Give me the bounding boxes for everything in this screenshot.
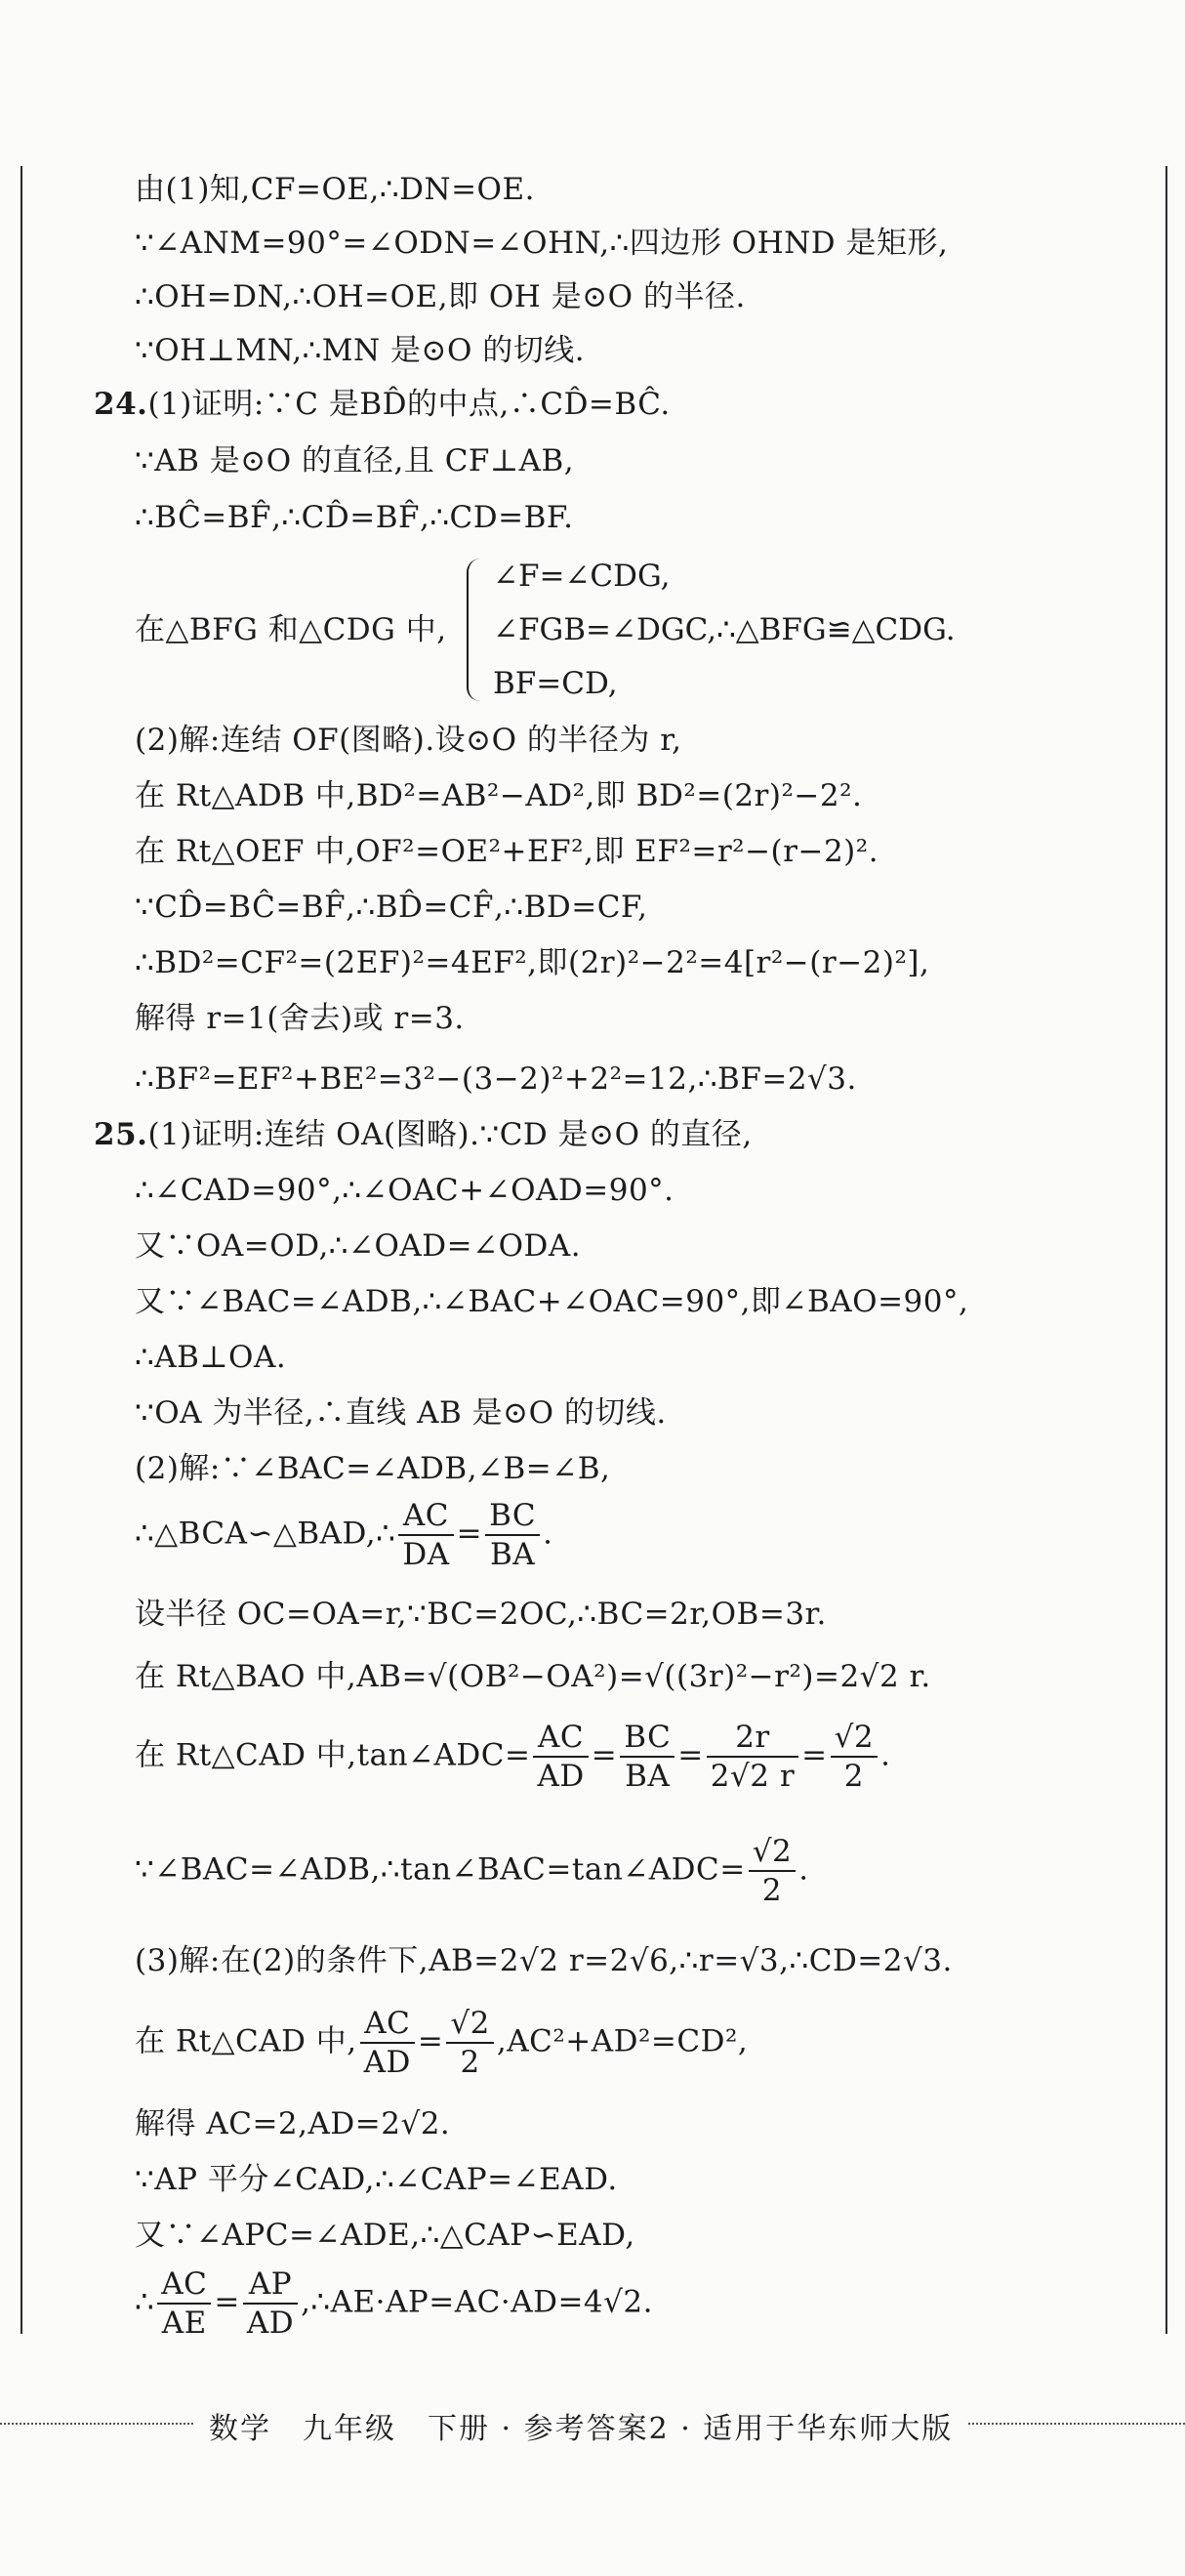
solution-line: 在 Rt△ADB 中,BD²=AB²−AD²,即 BD²=(2r)²−2².: [135, 778, 863, 813]
question-25-line: [94, 1115, 753, 1154]
denominator: 2√2 r: [710, 1759, 796, 1794]
solution-line: ∵AB 是⊙O 的直径,且 CF⊥AB,: [135, 443, 575, 478]
system-line-3: BF=CD,: [493, 666, 618, 701]
denominator: AE: [161, 2306, 207, 2341]
solution-text: (1)证明:∵C 是BD̂的中点,∴CD̂=BĈ.: [147, 387, 671, 422]
system-line-2: ∠FGB=∠DGC,∴△BFG≌△CDG.: [493, 612, 956, 647]
denominator: BA: [490, 1537, 536, 1572]
question-24-line: [94, 385, 671, 424]
denominator: BA: [625, 1759, 671, 1794]
solution-text: .: [880, 1737, 891, 1773]
solution-line: ∴∠CAD=90°,∴∠OAC+∠OAD=90°.: [135, 1173, 674, 1208]
solution-line: ∴BĈ=BF̂,∴CD̂=BF̂,∴CD=BF.: [135, 500, 574, 535]
solution-line-with-fraction: [135, 1833, 809, 1909]
numerator: BC: [485, 1497, 540, 1536]
solution-text: 在 Rt△CAD 中,: [135, 2023, 357, 2059]
numerator: BC: [620, 1719, 674, 1758]
solution-line: 解得 r=1(舍去)或 r=3.: [135, 1001, 465, 1036]
fraction: [157, 2265, 211, 2342]
fraction: [620, 1719, 674, 1795]
question-number-24: 24.: [94, 387, 148, 422]
solution-text: ∴△BCA∽△BAD,∴: [135, 1516, 396, 1552]
solution-line: ∵AP 平分∠CAD,∴∠CAP=∠EAD.: [135, 2162, 618, 2197]
numerator: √2: [831, 1719, 878, 1758]
denominator: 2: [761, 1873, 783, 1908]
system-brace: [467, 559, 486, 701]
fraction: [533, 1719, 588, 1795]
solution-line: 解得 AC=2,AD=2√2.: [135, 2106, 451, 2141]
solution-line: 由(1)知,CF=OE,∴DN=OE.: [135, 172, 535, 207]
solution-text: ∵∠BAC=∠ADB,∴tan∠BAC=tan∠ADC=: [135, 1851, 746, 1888]
fraction: [749, 1833, 796, 1909]
solution-line: ∵∠ANM=90°=∠ODN=∠OHN,∴四边形 OHND 是矩形,: [135, 226, 949, 261]
numerator: AC: [360, 2005, 415, 2044]
fraction: [398, 1497, 453, 1573]
solution-text: ,∴AE·AP=AC·AD=4√2.: [301, 2284, 653, 2320]
fraction: [831, 1719, 878, 1795]
solution-line-with-fraction: 在 Rt△CAD 中, $\frac{AC}{AD}$ = $\frac{√2}{2}$ ,AC²+AD²=CD²,: [135, 2006, 749, 2080]
numerator: AC: [398, 1497, 453, 1536]
solution-text: .: [798, 1851, 809, 1888]
question-number-25: 25.: [94, 1117, 148, 1152]
fraction: [485, 1497, 540, 1573]
solution-line: ∵OA 为半径,∴直线 AB 是⊙O 的切线.: [135, 1395, 667, 1431]
solution-line: 又∵OA=OD,∴∠OAD=∠ODA.: [135, 1228, 582, 1264]
fraction: [360, 2005, 415, 2081]
left-margin-rule: [20, 166, 22, 2334]
solution-line-with-fraction: [135, 1497, 553, 1573]
solution-line-with-fraction: ∴ $\frac{AC}{AE}$ = $\frac{AP}{AD}$ ,∴AE·AP=AC·AD=4√2.: [135, 2266, 653, 2341]
solution-line: 在△BFG 和△CDG 中,: [135, 612, 447, 647]
solution-text: 在 Rt△CAD 中,tan∠ADC=: [135, 1737, 531, 1773]
solution-line: ∴BD²=CF²=(2EF)²=4EF²,即(2r)²−2²=4[r²−(r−2)²],: [135, 945, 930, 980]
solution-line: 设半径 OC=OA=r,∵BC=2OC,∴BC=2r,OB=3r.: [135, 1597, 827, 1632]
numerator: AC: [533, 1719, 588, 1758]
solution-line: ∵OH⊥MN,∴MN 是⊙O 的切线.: [135, 333, 586, 368]
solution-line: (2)解:∵∠BAC=∠ADB,∠B=∠B,: [135, 1451, 611, 1486]
solution-line: 在 Rt△OEF 中,OF²=OE²+EF²,即 EF²=r²−(r−2)².: [135, 834, 879, 869]
solution-line: ∴OH=DN,∴OH=OE,即 OH 是⊙O 的半径.: [135, 279, 746, 314]
numerator: AC: [157, 2265, 211, 2305]
denominator: AD: [246, 2306, 295, 2341]
page-footer: 数学 九年级 下册 · 参考答案2 · 适用于华东师大版: [195, 2410, 966, 2449]
solution-text: ,AC²+AD²=CD²,: [496, 2023, 749, 2059]
solution-text: .: [543, 1516, 553, 1552]
denominator: AD: [363, 2045, 411, 2080]
equals-sign: =: [456, 1516, 483, 1552]
denominator: 2: [843, 1759, 864, 1794]
system-line-1: ∠F=∠CDG,: [493, 559, 671, 594]
solution-line: ∴AB⊥OA.: [135, 1340, 287, 1375]
right-margin-rule: [1165, 166, 1167, 2334]
solution-line-with-fraction: 在 Rt△CAD 中,tan∠ADC= $\frac{AC}{AD}$ = $\frac{BC}{BA}$ = $\frac{2r}{2√2 r}$ = $\frac{√2}{2}$ .: [135, 1720, 891, 1794]
numerator: 2r: [707, 1719, 798, 1758]
numerator: √2: [749, 1833, 796, 1872]
fraction: [707, 1719, 798, 1795]
solution-line: 又∵∠APC=∠ADE,∴△CAP∽EAD,: [135, 2218, 635, 2253]
denominator: DA: [402, 1537, 450, 1572]
solution-line: ∴BF²=EF²+BE²=3²−(3−2)²+2²=12,∴BF=2√3.: [135, 1061, 857, 1097]
denominator: 2: [460, 2045, 480, 2080]
solution-line: 在 Rt△BAO 中,AB=√(OB²−OA²)=√((3r)²−r²)=2√2 r.: [135, 1659, 931, 1694]
solution-line: ∵CD̂=BĈ=BF̂,∴BD̂=CF̂,∴BD=CF,: [135, 890, 648, 925]
solution-text: ∴: [135, 2284, 155, 2320]
fraction: [446, 2005, 493, 2081]
solution-line: (3)解:在(2)的条件下,AB=2√2 r=2√6,∴r=√3,∴CD=2√3.: [135, 1943, 953, 1978]
denominator: AD: [537, 1759, 585, 1794]
solution-line: (2)解:连结 OF(图略).设⊙O 的半径为 r,: [135, 723, 682, 758]
numerator: √2: [446, 2005, 493, 2044]
solution-line: 又∵∠BAC=∠ADB,∴∠BAC+∠OAC=90°,即∠BAO=90°,: [135, 1284, 969, 1319]
fraction: [243, 2265, 298, 2342]
numerator: AP: [243, 2265, 298, 2305]
solution-text: (1)证明:连结 OA(图略).∵CD 是⊙O 的直径,: [147, 1117, 753, 1152]
